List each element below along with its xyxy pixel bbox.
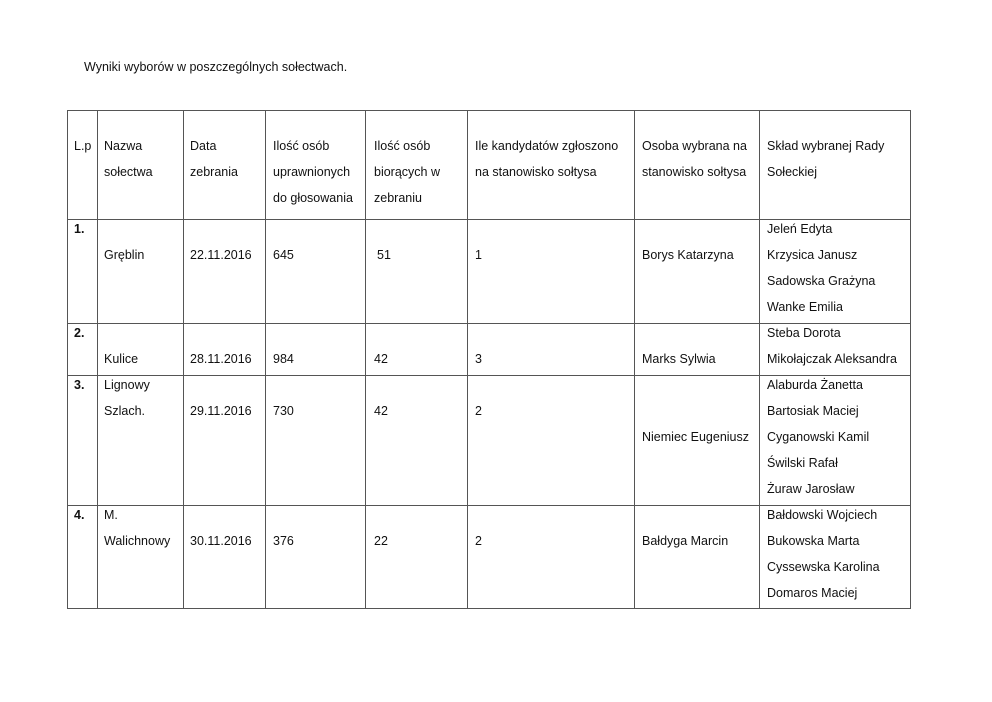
row-biorących: 42 (374, 352, 388, 366)
row-uprawnionych: 645 (273, 248, 294, 262)
row-divider (68, 219, 910, 220)
row-sklad-member: Mikołajczak Aleksandra (767, 352, 897, 366)
row-sklad-member: Bartosiak Maciej (767, 404, 859, 418)
document-title: Wyniki wyborów w poszczególnych sołectwach. (84, 60, 348, 74)
row-biorących: 51 (377, 248, 391, 262)
header-biorących-line: zebraniu (374, 191, 422, 205)
row-lp: 4. (74, 508, 85, 522)
row-divider (68, 375, 910, 376)
header-osoba-line: stanowisko sołtysa (642, 165, 747, 179)
row-uprawnionych: 376 (273, 534, 294, 548)
header-uprawnionych-line: uprawnionych (273, 165, 351, 179)
header-nazwa-line: Nazwa (104, 139, 143, 153)
row-osoba: Marks Sylwia (642, 352, 716, 366)
row-nazwa: Kulice (104, 352, 139, 366)
column-divider (365, 111, 366, 608)
row-divider (68, 505, 910, 506)
row-sklad-member: Cyganowski Kamil (767, 430, 870, 444)
row-sklad-member: Krzysica Janusz (767, 248, 858, 262)
row-data: 22.11.2016 (190, 248, 252, 262)
column-divider (183, 111, 184, 608)
header-osoba-line: Osoba wybrana na (642, 139, 747, 153)
row-uprawnionych: 984 (273, 352, 294, 366)
header-lp: L.p (74, 139, 92, 153)
header-biorących-line: biorących w (374, 165, 440, 179)
row-sklad-member: Jeleń Edyta (767, 222, 833, 236)
row-kandydatow: 2 (475, 534, 482, 548)
row-nazwa: Szlach. (104, 404, 145, 418)
header-kandydatow-line: Ile kandydatów zgłoszono (475, 139, 619, 153)
column-divider (759, 111, 760, 608)
row-sklad-member: Bukowska Marta (767, 534, 860, 548)
row-lp: 3. (74, 378, 85, 392)
header-kandydatow-line: na stanowisko sołtysa (475, 165, 597, 179)
row-osoba: Bałdyga Marcin (642, 534, 729, 548)
header-uprawnionych-line: do głosowania (273, 191, 353, 205)
header-biorących-line: Ilość osób (374, 139, 431, 153)
row-osoba: Niemiec Eugeniusz (642, 430, 749, 444)
row-sklad-member: Alaburda Żanetta (767, 378, 863, 392)
row-kandydatow: 2 (475, 404, 482, 418)
row-nazwa: Lignowy (104, 378, 150, 392)
row-biorących: 42 (374, 404, 388, 418)
row-osoba: Borys Katarzyna (642, 248, 734, 262)
row-kandydatow: 3 (475, 352, 482, 366)
row-sklad-member: Wanke Emilia (767, 300, 843, 314)
header-sklad-line: Sołeckiej (767, 165, 818, 179)
row-data: 30.11.2016 (190, 534, 252, 548)
row-sklad-member: Cyssewska Karolina (767, 560, 880, 574)
column-divider (634, 111, 635, 608)
results-table (67, 110, 911, 609)
header-data-line: zebrania (190, 165, 238, 179)
row-sklad-member: Sadowska Grażyna (767, 274, 876, 288)
row-sklad-member: Domaros Maciej (767, 586, 858, 600)
row-kandydatow: 1 (475, 248, 482, 262)
row-divider (68, 323, 910, 324)
row-sklad-member: Świlski Rafał (767, 456, 838, 470)
row-nazwa: Walichnowy (104, 534, 171, 548)
header-data-line: Data (190, 139, 217, 153)
column-divider (467, 111, 468, 608)
row-nazwa: Gręblin (104, 248, 145, 262)
row-uprawnionych: 730 (273, 404, 294, 418)
row-data: 28.11.2016 (190, 352, 252, 366)
row-lp: 2. (74, 326, 85, 340)
row-sklad-member: Żuraw Jarosław (767, 482, 855, 496)
row-biorących: 22 (374, 534, 388, 548)
header-nazwa-line: sołectwa (104, 165, 153, 179)
column-divider (97, 111, 98, 608)
row-data: 29.11.2016 (190, 404, 252, 418)
header-uprawnionych-line: Ilość osób (273, 139, 330, 153)
row-lp: 1. (74, 222, 85, 236)
row-sklad-member: Bałdowski Wojciech (767, 508, 878, 522)
row-nazwa: M. (104, 508, 118, 522)
row-sklad-member: Steba Dorota (767, 326, 841, 340)
column-divider (265, 111, 266, 608)
header-sklad-line: Skład wybranej Rady (767, 139, 885, 153)
